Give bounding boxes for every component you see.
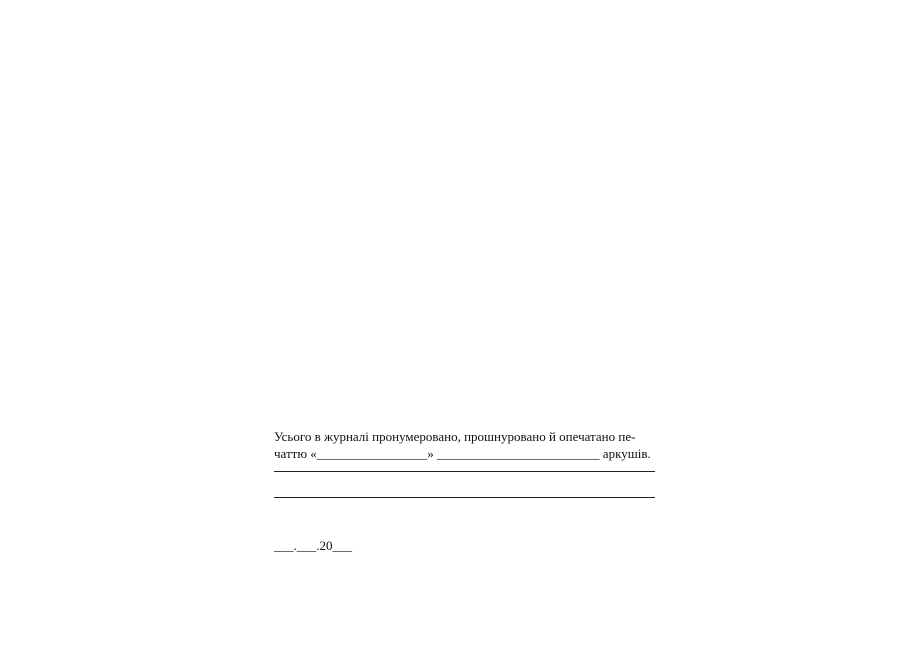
statement-line-2: чаттю «_________________» _________________________ аркушів. [274, 446, 651, 461]
date-field: ___.___.20___ [274, 538, 352, 553]
statement-line-1: Усього в журналі пронумеровано, прошнуровано й опечатано пе- [274, 429, 636, 444]
signature-rule-2 [274, 497, 655, 498]
certification-statement [274, 428, 656, 462]
signature-rule-1 [274, 471, 655, 472]
